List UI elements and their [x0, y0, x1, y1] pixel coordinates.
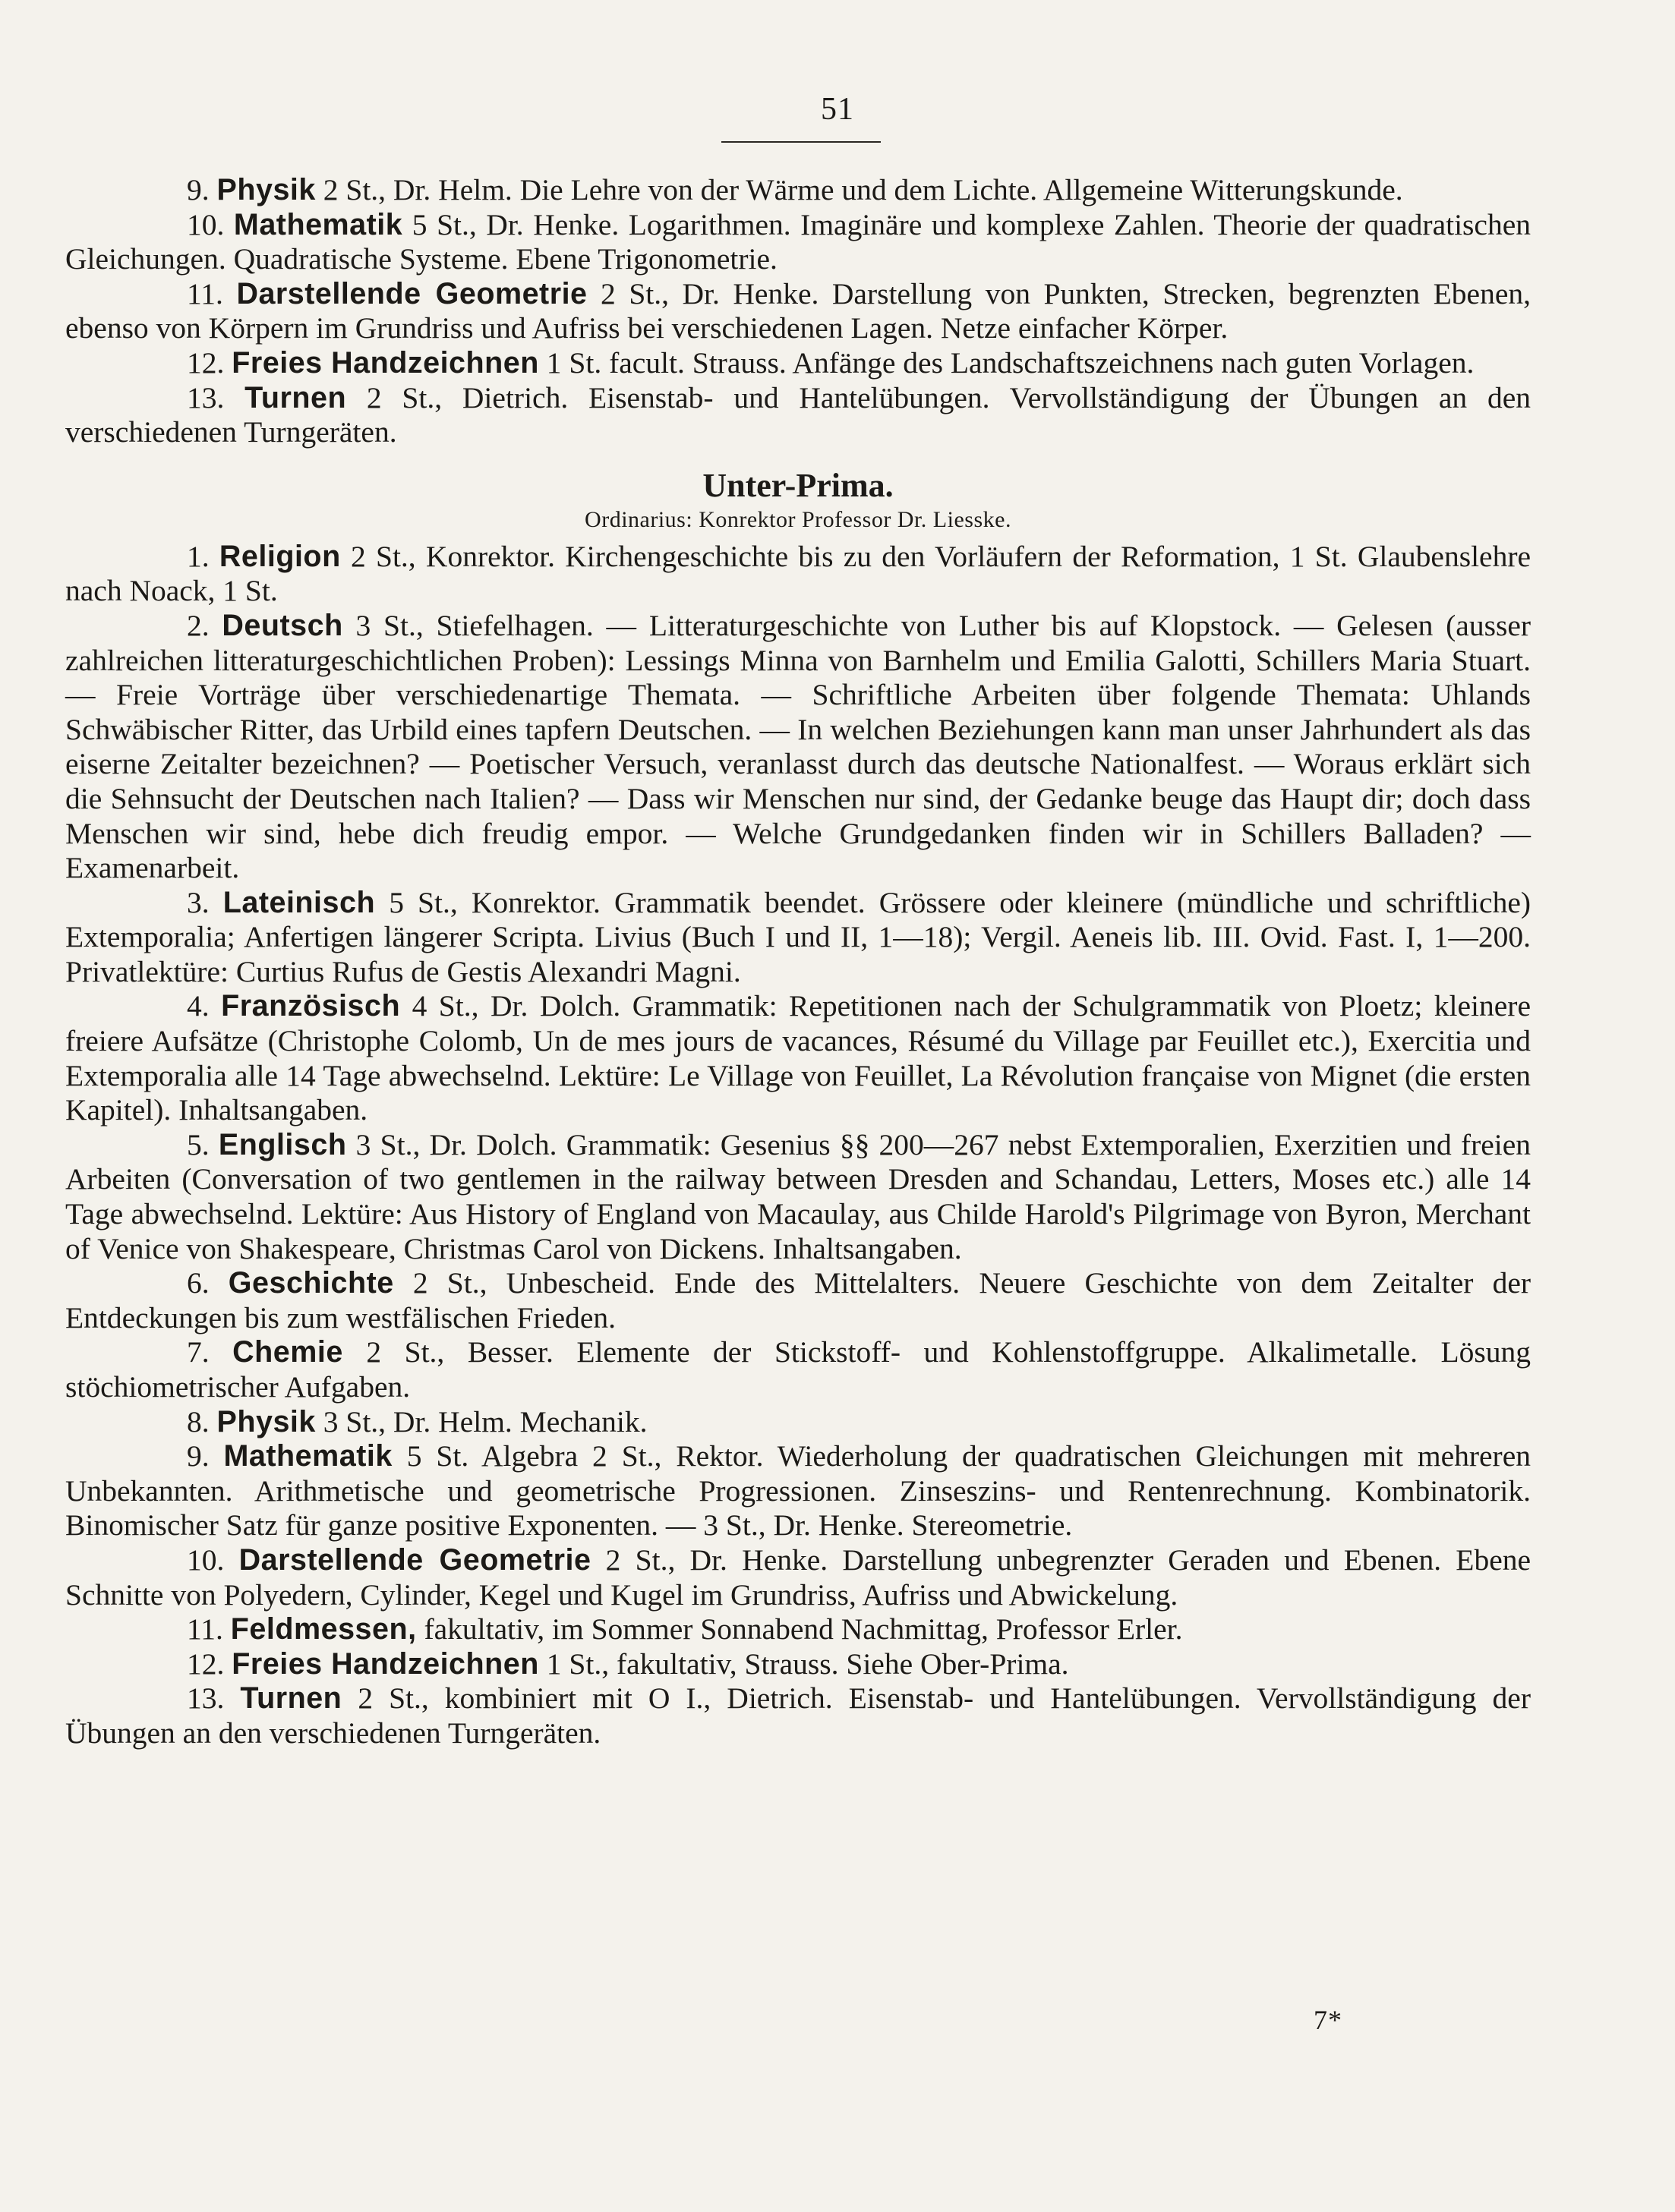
entry-subject: Deutsch	[222, 608, 343, 642]
entry-subject: Feldmessen,	[230, 1612, 417, 1646]
entry-text: 2 St., Dr. Helm. Die Lehre von der Wärme und dem Lichte. Allgemeine Witterungskunde.	[315, 173, 1403, 206]
entry-subject: Turnen	[244, 380, 347, 414]
entry-subject: Lateinisch	[222, 885, 376, 919]
entry-subject: Physik	[216, 1404, 316, 1438]
entry-subject: Französisch	[221, 989, 401, 1023]
entry-subject: Englisch	[218, 1127, 347, 1161]
page-number-rule	[721, 141, 881, 143]
entry-subject: Freies Handzeichnen	[232, 345, 539, 380]
entry-text: 1 St., fakultativ, Strauss. Siehe Ober-Prima.	[538, 1646, 1069, 1681]
entry-number: 6.	[187, 1266, 210, 1300]
course-entry	[65, 1405, 1531, 1440]
entry-number: 10.	[187, 1542, 225, 1577]
course-entry	[65, 1128, 1531, 1266]
entry-number: 11.	[187, 276, 223, 310]
entry-text: 3 St., Stiefelhagen. — Litteraturgeschichte von Luther bis auf Klopstock. — Gelesen (ausser zahlreichen litteraturgeschichtlichen Proben): Lessings Minna von Barnhelm und Emilia Galotti, Schillers Maria Stuart. — Freie Vorträge über verschiedenartige Themata. — Schriftliche Arbeiten über folgende Themata: Uhlands Schwäbischer Ritter, das Urbild eines tapfern Deutschen. — In welchen Beziehungen kann man unser Jahrhundert als das eiserne Zeitalter bezeichnen? — Poetischer Versuch, veranlasst durch das deutsche Nationalfest. — Woraus erklärt sich die Sehnsucht der Deutschen nach Italien? — Dass wir Menschen nur sind, der Gedanke beuge das Haupt dir; doch dass Menschen wir sind, hebe dich freudig empor. — Welche Grundgedanken finden wir in Schillers Balladen? — Examenarbeit.	[65, 608, 1531, 885]
entry-number: 8.	[187, 1404, 210, 1438]
entry-number: 10.	[187, 207, 225, 241]
course-entry	[65, 1681, 1531, 1750]
printer-signature-mark: 7*	[1314, 2005, 1342, 2035]
entry-text: 2 St., kombiniert mit O I., Dietrich. Eisenstab- und Hantelübungen. Vervollständigung der Übungen an den verschiedenen Turngeräten.	[65, 1681, 1531, 1750]
entry-number: 2.	[187, 608, 210, 642]
page-number: 51	[821, 92, 854, 127]
entry-text: 5 St., Konrektor. Grammatik beendet. Grössere oder kleinere (mündliche und schriftliche) Extemporalia; Anfertigen längerer Scripta. Livius (Buch I und II, 1—18); Vergil. Aeneis lib. III. Ovid. Fast. I, 1—200. Privatlektüre: Curtius Rufus de Gestis Alexandri Magni.	[65, 885, 1531, 988]
entry-subject: Mathematik	[233, 207, 403, 241]
entry-number: 3.	[187, 885, 210, 919]
course-entry	[65, 346, 1531, 381]
entry-text: 3 St., Dr. Helm. Mechanik.	[315, 1404, 648, 1438]
section-heading: Unter-Prima.	[702, 466, 894, 504]
entry-subject: Chemie	[232, 1335, 343, 1369]
course-entry	[65, 1439, 1531, 1543]
entry-number: 13.	[187, 380, 225, 414]
entry-text: 1 St. facult. Strauss. Anfänge des Landschaftszeichnens nach guten Vorlagen.	[538, 345, 1475, 380]
entry-number: 9.	[187, 173, 210, 206]
entry-text: 2 St., Konrektor. Kirchengeschichte bis zu den Vorläufern der Reformation, 1 St. Glaubenslehre nach Noack, 1 St.	[65, 539, 1531, 608]
entry-number: 11.	[187, 1612, 223, 1646]
entry-text: 5 St. Algebra 2 St., Rektor. Wiederholung der quadratischen Gleichungen mit mehreren Unbekannten. Arithmetische und geometrische Progressionen. Zinseszins- und Rentenrechnung. Kombinatorik. Binomischer Satz für ganze positive Exponenten. — 3 St., Dr. Henke. Stereometrie.	[65, 1439, 1531, 1542]
entry-number: 9.	[187, 1439, 210, 1473]
entry-subject: Freies Handzeichnen	[232, 1646, 539, 1681]
entry-text: 2 St., Dietrich. Eisenstab- und Hantelübungen. Vervollständigung der Übungen an den verschiedenen Turngeräten.	[65, 380, 1531, 449]
entry-number: 7.	[187, 1335, 210, 1369]
entry-subject: Darstellende Geometrie	[236, 276, 588, 310]
entry-text: 2 St., Besser. Elemente der Stickstoff- und Kohlenstoffgruppe. Alkalimetalle. Lösung stöchiometrischer Aufgaben.	[65, 1335, 1531, 1404]
entry-text: fakultativ, im Sommer Sonnabend Nachmittag, Professor Erler.	[416, 1612, 1183, 1646]
course-entry	[65, 1335, 1531, 1404]
entry-text: 2 St., Dr. Henke. Darstellung unbegrenzter Geraden und Ebenen. Ebene Schnitte von Polyedern, Cylinder, Kegel und Kugel im Grundriss, Aufriss und Abwickelung.	[65, 1542, 1531, 1612]
course-entry	[65, 208, 1531, 277]
entry-subject: Turnen	[240, 1681, 342, 1716]
course-entry	[65, 1266, 1531, 1335]
ordinarius-line: Ordinarius: Konrektor Professor Dr. Liesske.	[585, 506, 1011, 532]
entry-number: 12.	[187, 345, 225, 380]
entry-text: 2 St., Unbescheid. Ende des Mittelalters. Neuere Geschichte von dem Zeitalter der Entdeckungen bis zum westfälischen Frieden.	[65, 1266, 1531, 1334]
entry-text: 3 St., Dr. Dolch. Grammatik: Gesenius §§ 200—267 nebst Extemporalien, Exerzitien und freien Arbeiten (Conversation of two gentlemen in the railway between Dresden and Schandau, Letters, Moses etc.) alle 14 Tage abwechselnd. Lektüre: Aus History of England von Macaulay, aus Childe Harold's Pilgrimage von Byron, Merchant of Venice von Shakespeare, Christmas Carol von Dickens. Inhaltsangaben.	[65, 1127, 1531, 1265]
ober-prima-continuation	[65, 173, 1531, 450]
entry-text: 2 St., Dr. Henke. Darstellung von Punkten, Strecken, begrenzten Ebenen, ebenso von Körpern im Grundriss und Aufriss bei verschiedenen Lagen. Netze einfacher Körper.	[65, 276, 1531, 345]
entry-text: 5 St., Dr. Henke. Logarithmen. Imaginäre und komplexe Zahlen. Theorie der quadratischen Gleichungen. Quadratische Systeme. Ebene Trigonometrie.	[65, 207, 1531, 276]
entry-subject: Religion	[219, 539, 341, 573]
course-entry	[65, 886, 1531, 990]
course-entry	[65, 173, 1531, 208]
course-entry	[65, 1647, 1531, 1682]
entry-number: 12.	[187, 1646, 225, 1681]
entry-subject: Darstellende Geometrie	[238, 1542, 591, 1577]
course-entry	[65, 609, 1531, 886]
course-entry	[65, 989, 1531, 1127]
entry-number: 5.	[187, 1127, 210, 1161]
course-entry	[65, 381, 1531, 450]
entry-subject: Mathematik	[223, 1439, 393, 1473]
entry-subject: Geschichte	[228, 1266, 394, 1300]
entry-number: 13.	[187, 1681, 225, 1716]
entry-number: 4.	[187, 989, 210, 1023]
entry-subject: Physik	[216, 173, 316, 206]
entry-text: 4 St., Dr. Dolch. Grammatik: Repetitionen nach der Schulgrammatik von Ploetz; kleinere freiere Aufsätze (Christophe Colomb, Un de mes jours de vacances, Résumé du Village par Feuillet etc.), Exercitia und Extemporalia alle 14 Tage abwechselnd. Lektüre: Le Village von Feuillet, La Révolution française von Mignet (die ersten Kapitel). Inhaltsangaben.	[65, 989, 1531, 1127]
course-entry	[65, 277, 1531, 346]
course-entry	[65, 1612, 1531, 1647]
page-body	[65, 173, 1531, 1751]
course-entry	[65, 1543, 1531, 1612]
entry-number: 1.	[187, 539, 210, 573]
course-entry	[65, 540, 1531, 609]
unter-prima-section	[65, 540, 1531, 1751]
